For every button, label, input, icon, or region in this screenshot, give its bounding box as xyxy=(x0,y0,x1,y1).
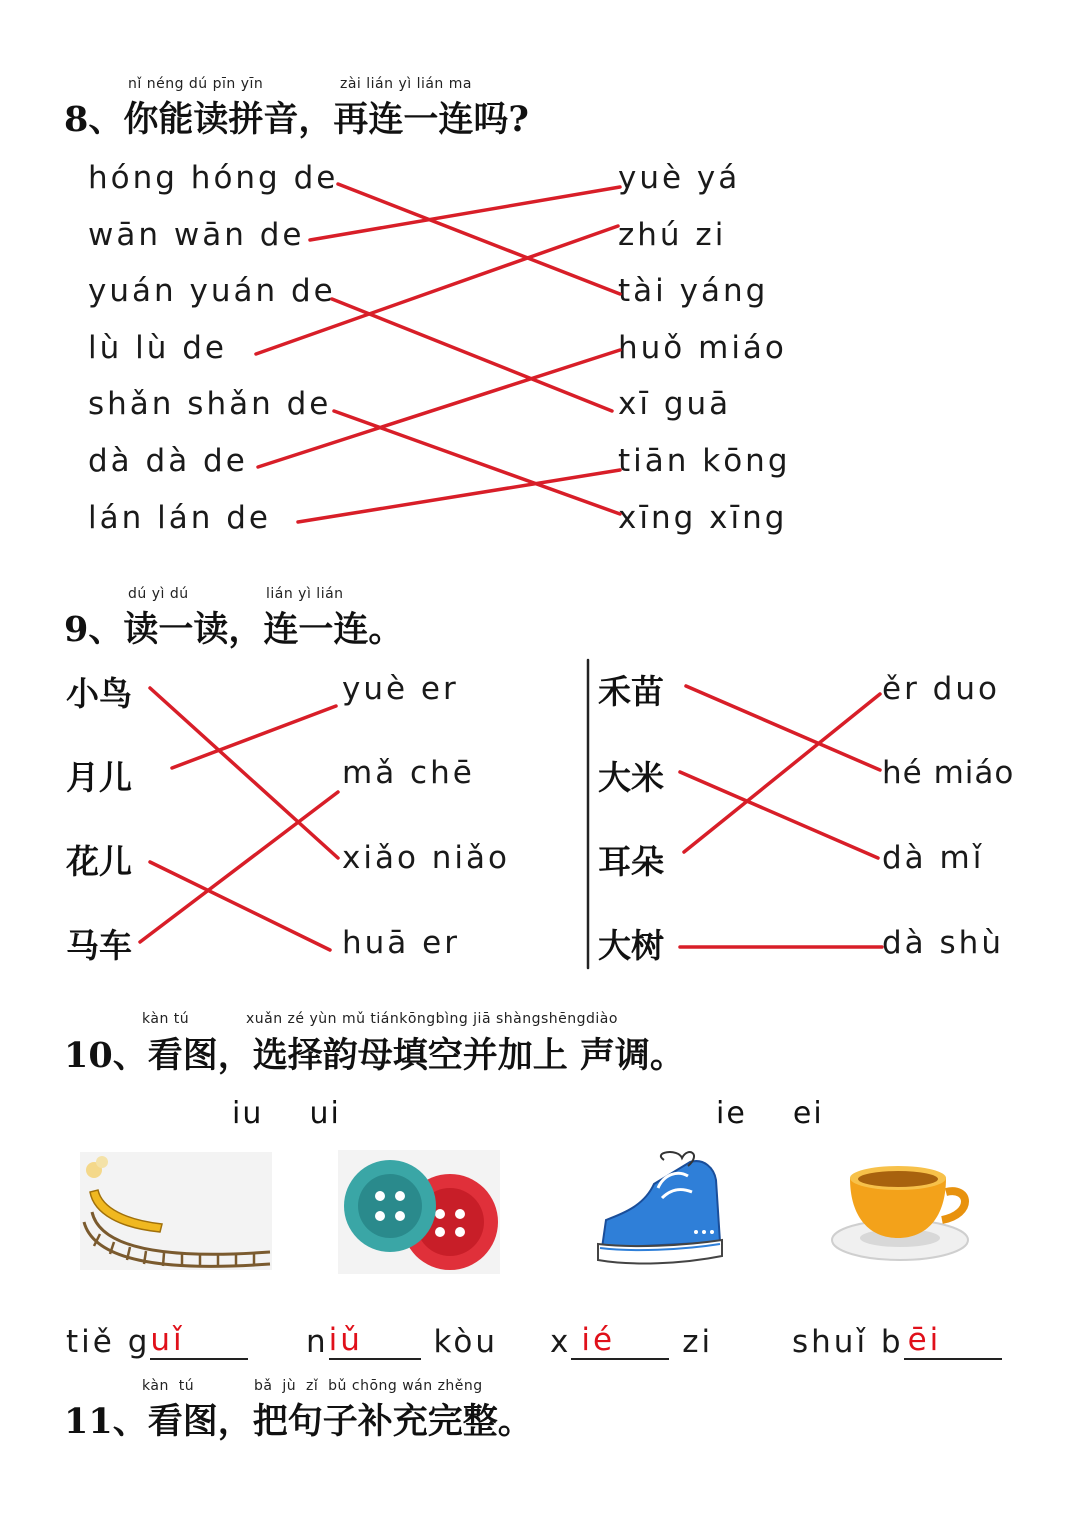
q11-hint-1: kàn tú xyxy=(142,1378,195,1394)
q9-pinyin-dashu: dà shù xyxy=(882,925,1004,961)
q8-title: 8、你能读拼音，再连一连吗? xyxy=(64,99,529,140)
q9-pinyin-mache: mǎ chē xyxy=(342,755,475,791)
q8-right-7: xīng xīng xyxy=(618,500,788,536)
q8-line-5 xyxy=(334,411,620,514)
q9-pinyin-yueer: yuè er xyxy=(342,671,459,707)
q9-word-yueer: 月儿 xyxy=(66,758,132,797)
q10-item-shoe-post: zi xyxy=(682,1324,714,1360)
q10-item-train-pre: tiě g xyxy=(66,1324,151,1360)
q10-item-button xyxy=(306,1322,498,1360)
q8-left-1: hóng hóng de xyxy=(88,160,339,196)
q9-line-6 xyxy=(680,772,878,858)
q10-answer-cup: ēi xyxy=(907,1322,942,1358)
q9-pinyin-huaer: huā er xyxy=(342,925,460,961)
q10-options-right: ie ei xyxy=(716,1096,824,1131)
q9-title: 9、读一读，连一连。 xyxy=(64,609,404,650)
q10-item-shoe xyxy=(550,1322,713,1360)
q9-pinyin-xiaoniao: xiǎo niǎo xyxy=(342,840,510,876)
q10-item-shoe-pre: x xyxy=(550,1324,572,1360)
sneaker-icon xyxy=(592,1148,724,1270)
q8-left-2: wān wān de xyxy=(88,217,305,253)
train-track-icon xyxy=(80,1152,272,1270)
q10-answer-train: uǐ xyxy=(150,1322,185,1358)
q10-blank-button[interactable] xyxy=(329,1322,421,1360)
q9-pinyin-hemiao: hé miáo xyxy=(882,755,1015,791)
q10-hint-1: kàn tú xyxy=(142,1011,190,1027)
q9-pinyin-dami: dà mǐ xyxy=(882,840,985,876)
q10-title: 10、看图，选择韵母填空并加上 声调。 xyxy=(64,1035,685,1076)
q8-hint-right: zài lián yì lián ma xyxy=(340,76,472,92)
q10-item-button-pre: n xyxy=(306,1324,329,1360)
q9-line-7 xyxy=(684,694,880,852)
q8-line-3 xyxy=(332,299,612,411)
q9-word-huaer: 花儿 xyxy=(66,842,132,881)
q10-item-cup xyxy=(792,1322,1002,1360)
q10-answer-shoe: ié xyxy=(581,1322,616,1358)
q10-blank-shoe[interactable] xyxy=(571,1322,669,1360)
q8-right-6: tiān kōng xyxy=(618,443,791,479)
q9-pinyin-erduo: ěr duo xyxy=(882,671,1000,707)
q8-line-4 xyxy=(256,226,618,354)
q10-item-button-post: kòu xyxy=(433,1324,498,1360)
q9-word-dashu: 大树 xyxy=(598,926,664,965)
q9-word-dami: 大米 xyxy=(598,758,664,797)
q8-right-5: xī guā xyxy=(618,386,732,422)
q10-item-train xyxy=(66,1322,248,1360)
q11-title: 11、看图，把句子补充完整。 xyxy=(64,1401,533,1442)
q8-right-4: huǒ miáo xyxy=(618,330,787,366)
q9-line-2 xyxy=(172,706,336,768)
q8-left-4: lù lù de xyxy=(88,330,227,366)
q8-left-5: shǎn shǎn de xyxy=(88,386,332,422)
q10-answer-button: iǔ xyxy=(328,1322,363,1358)
q9-word-erduo: 耳朵 xyxy=(598,842,664,881)
buttons-icon xyxy=(338,1150,500,1274)
q9-word-mache: 马车 xyxy=(66,926,132,965)
q10-blank-cup[interactable] xyxy=(904,1322,1002,1360)
q8-right-2: zhú zi xyxy=(618,217,727,253)
q9-line-4 xyxy=(140,792,338,942)
q8-hint-left: nǐ néng dú pīn yīn xyxy=(128,76,264,92)
q9-hint-left: dú yì dú xyxy=(128,586,189,602)
q10-hint-2: xuǎn zé yùn mǔ tiánkōngbìng jiā shàngshēngdiào xyxy=(246,1011,618,1027)
q10-blank-train[interactable] xyxy=(150,1322,248,1360)
q10-item-cup-pre: shuǐ b xyxy=(792,1324,904,1360)
q9-word-xiaoniao: 小鸟 xyxy=(66,674,132,713)
q9-line-3 xyxy=(150,862,330,950)
q8-left-6: dà dà de xyxy=(88,443,248,479)
q8-right-1: yuè yá xyxy=(618,160,741,196)
q11-hint-2: bǎ jù zǐ bǔ chōng wán zhěng xyxy=(254,1378,483,1394)
q9-hint-right: lián yì lián xyxy=(266,586,344,602)
q9-line-1 xyxy=(150,688,338,858)
q9-word-hemiao: 禾苗 xyxy=(598,672,664,711)
q10-options-left: iu ui xyxy=(232,1096,341,1131)
q8-right-3: tài yáng xyxy=(618,273,769,309)
q8-left-3: yuán yuán de xyxy=(88,273,336,309)
q9-line-5 xyxy=(686,686,880,770)
teacup-icon xyxy=(830,1152,974,1270)
q8-left-7: lán lán de xyxy=(88,500,271,536)
